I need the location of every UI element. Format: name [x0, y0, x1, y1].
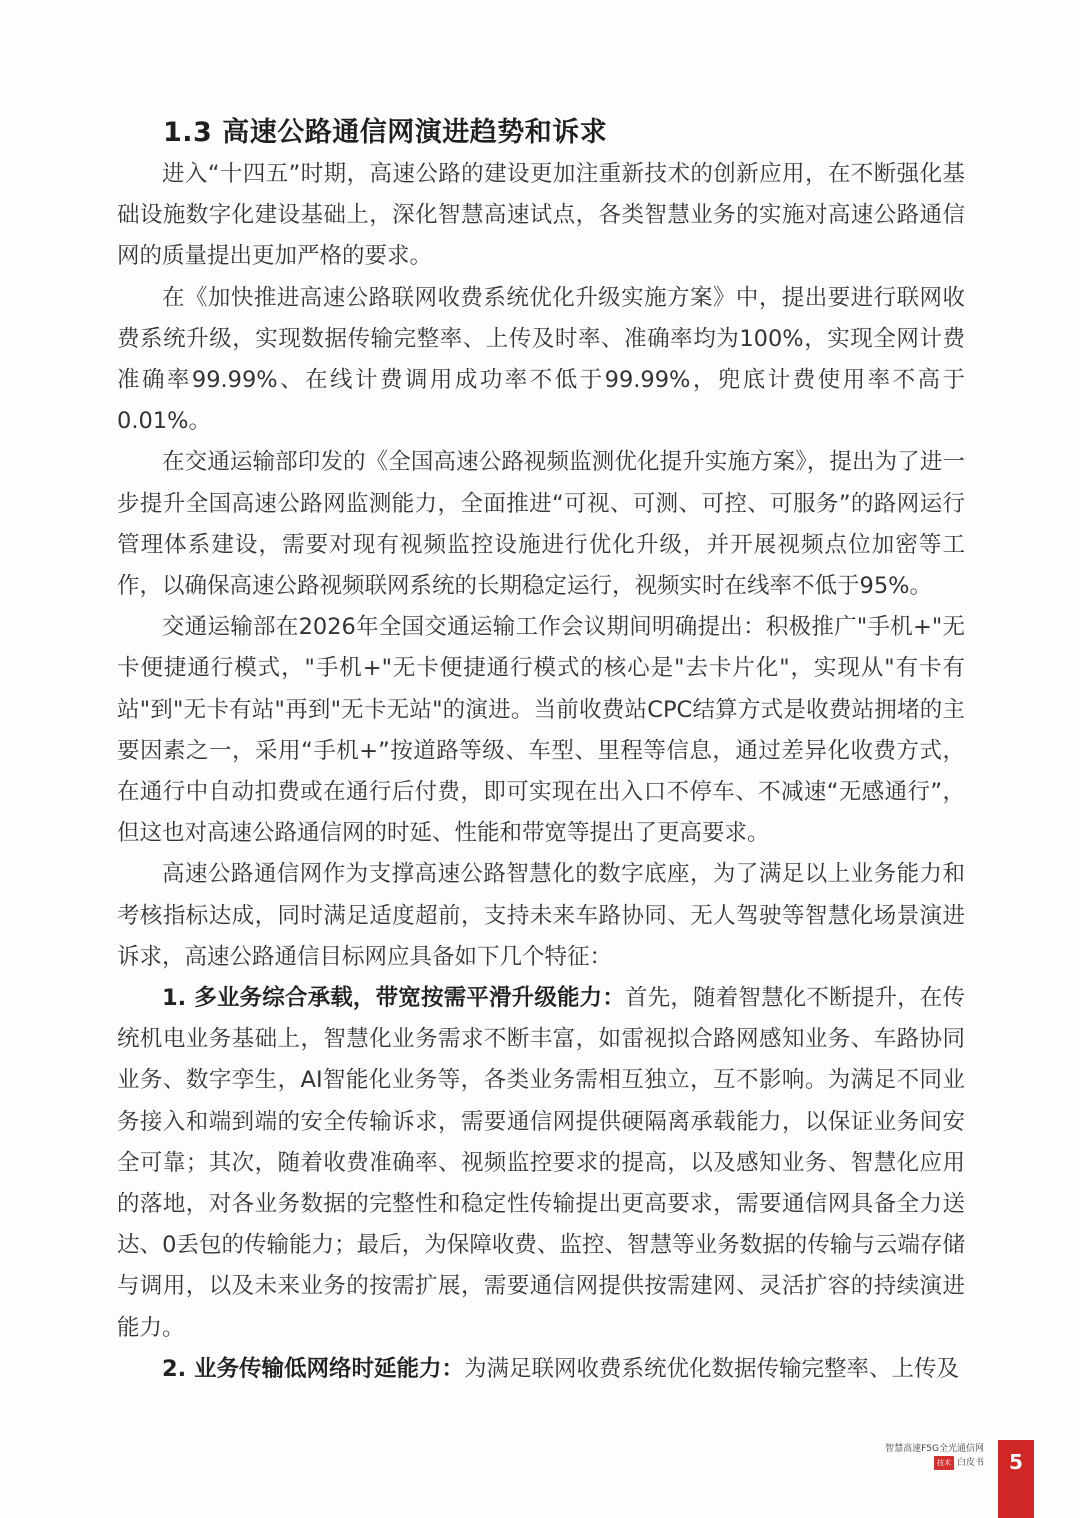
paragraph-text: 首先，随着智慧化不断提升，在传统机电业务基础上，智慧化业务需求不断丰富，如雷视拟合路网感知业务、车路协同业务、数字孪生，AI智能化业务等，各类业务需相互独立，互不影响。为满足不同业务接入和端到端的安全传输诉求，需要通信网提供硬隔离承载能力，以保证业务间安全可靠；其次，随着收费准确率、视频监控要求的提高，以及感知业务、智慧化应用的落地，对各业务数据的完整性和稳定性传输提出更高要求，需要通信网具备全力送达、0丢包的传输能力；最后，为保障收费、监控、智慧等业务数据的传输与云端存储与调用，以及未来业务的按需扩展，需要通信网提供按需建网、灵活扩容的持续演进能力。	[117, 985, 965, 1341]
page-number-tab	[998, 1440, 1034, 1518]
paragraph-text: 高速公路通信网作为支撑高速公路智慧化的数字底座，为了满足以上业务能力和考核指标达成，同时满足适度超前，支持未来车路协同、无人驾驶等智慧化场景演进诉求，高速公路通信目标网应具备如下几个特征：	[117, 861, 965, 970]
paragraph-5	[117, 854, 965, 978]
page-number: 5	[1009, 1450, 1023, 1474]
footer-line-1: 智慧高速F5G全光通信网	[885, 1444, 984, 1454]
paragraph-4	[117, 607, 965, 854]
footer-whitepaper-label: 白皮书	[956, 1458, 984, 1468]
section-title: 1.3 高速公路通信网演进趋势和诉求	[163, 117, 608, 148]
paragraph-2	[117, 278, 965, 443]
footer-line-2	[885, 1456, 984, 1470]
paragraph-lead: 2. 业务传输低网络时延能力：	[162, 1355, 465, 1382]
footer-tag-badge: 技术	[934, 1456, 954, 1470]
paragraph-1	[117, 154, 965, 278]
paragraph-text: 在《加快推进高速公路联网收费系统优化升级实施方案》中，提出要进行联网收费系统升级，实现数据传输完整率、上传及时率、准确率均为100%，实现全网计费准确率99.99%、在线计费调用成功率不低于99.99%，兜底计费使用率不高于0.01%。	[117, 284, 965, 435]
paragraph-text: 进入“十四五”时期，高速公路的建设更加注重新技术的创新应用，在不断强化基础设施数字化建设基础上，深化智慧高速试点，各类智慧业务的实施对高速公路通信网的质量提出更加严格的要求。	[117, 161, 965, 270]
paragraph-text: 为满足联网收费系统优化数据传输完整率、上传及	[464, 1355, 960, 1382]
paragraph-7	[117, 1349, 965, 1390]
paragraph-text: 在交通运输部印发的《全国高速公路视频监测优化提升实施方案》，提出为了进一步提升全国高速公路网监测能力，全面推进“可视、可测、可控、可服务”的路网运行管理体系建设，需要对现有视频监控设施进行优化升级，并开展视频点位加密等工作，以确保高速公路视频联网系统的长期稳定运行，视频实时在线率不低于95%。	[117, 449, 965, 600]
paragraph-6	[117, 978, 965, 1349]
paragraph-text: 交通运输部在2026年全国交通运输工作会议期间明确提出：积极推广"手机+"无卡便捷通行模式，"手机+"无卡便捷通行模式的核心是"去卡片化"，实现从"有卡有站"到"无卡有站"再到"无卡无站"的演进。当前收费站CPC结算方式是收费站拥堵的主要因素之一，采用“手机+”按道路等级、车型、里程等信息，通过差异化收费方式，在通行中自动扣费或在通行后付费，即可实现在出入口不停车、不减速“无感通行”，但这也对高速公路通信网的时延、性能和带宽等提出了更高要求。	[117, 614, 965, 847]
paragraph-lead: 1. 多业务综合承载，带宽按需平滑升级能力：	[162, 985, 626, 1012]
footer-publication-title	[885, 1442, 984, 1470]
body-text	[117, 154, 965, 1390]
paragraph-3	[117, 442, 965, 607]
